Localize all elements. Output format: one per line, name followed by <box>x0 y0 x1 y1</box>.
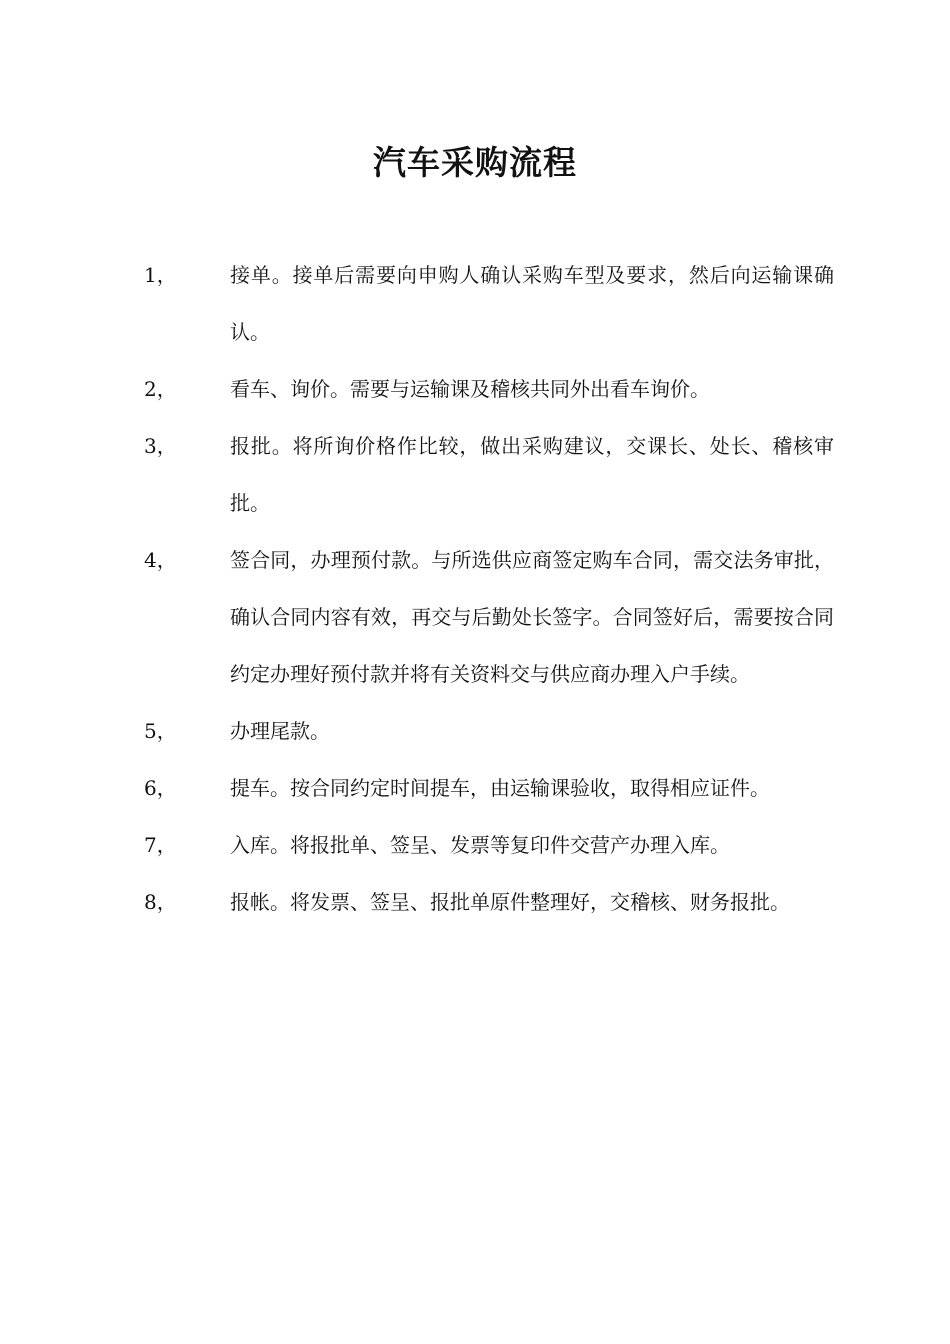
step-text: 入库。将报批单、签呈、发票等复印件交营产办理入库。 <box>230 833 730 857</box>
step-text: 办理尾款。 <box>230 719 330 743</box>
step-number: 8， <box>144 890 177 914</box>
step-text: 报批。将所询价格作比较，做出采购建议，交课长、处长、稽核审批。 <box>230 434 834 515</box>
list-item-7 <box>144 817 834 874</box>
list-item-3 <box>144 418 834 532</box>
document-title: 汽车采购流程 <box>373 143 577 182</box>
step-text: 接单。接单后需要向申购人确认采购车型及要求，然后向运输课确认。 <box>230 263 834 344</box>
step-text: 提车。按合同约定时间提车，由运输课验收，取得相应证件。 <box>230 776 770 800</box>
step-number: 4， <box>144 548 177 572</box>
step-number: 5， <box>144 719 177 743</box>
step-number: 1， <box>144 263 177 287</box>
procedure-list <box>144 247 834 931</box>
list-item-6 <box>144 760 834 817</box>
step-number: 2， <box>144 377 177 401</box>
step-number: 7， <box>144 833 177 857</box>
step-number: 6， <box>144 776 177 800</box>
list-item-1 <box>144 247 834 361</box>
list-item-5 <box>144 703 834 760</box>
step-text: 签合同，办理预付款。与所选供应商签定购车合同，需交法务审批，确认合同内容有效，再交与后勤处长签字。合同签好后，需要按合同约定办理好预付款并将有关资料交与供应商办理入户手续。 <box>230 548 834 686</box>
list-item-2 <box>144 361 834 418</box>
step-text: 报帐。将发票、签呈、报批单原件整理好，交稽核、财务报批。 <box>230 890 790 914</box>
step-number: 3， <box>144 434 177 458</box>
list-item-8 <box>144 874 834 931</box>
step-text: 看车、询价。需要与运输课及稽核共同外出看车询价。 <box>230 377 710 401</box>
list-item-4 <box>144 532 834 703</box>
